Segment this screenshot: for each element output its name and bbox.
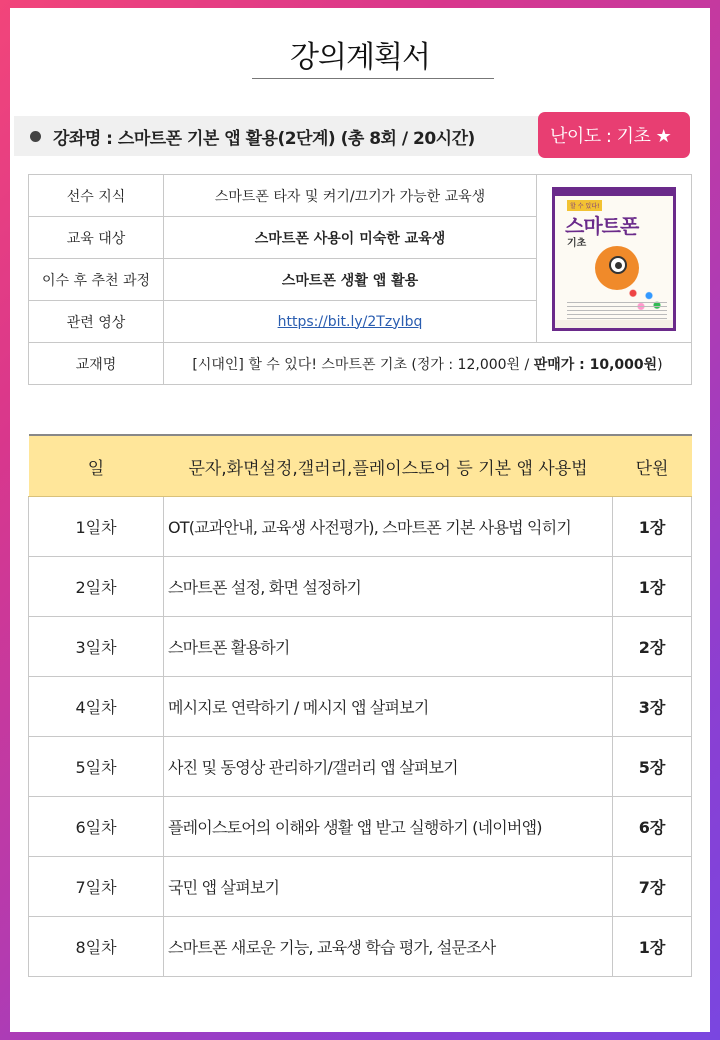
schedule-unit: 6장 [613, 797, 692, 857]
schedule-header-row [29, 435, 692, 497]
schedule-day: 8일차 [29, 917, 164, 977]
schedule-topic: OT(교과안내, 교육생 사전평가), 스마트폰 기본 사용법 익히기 [164, 497, 613, 557]
schedule-day: 3일차 [29, 617, 164, 677]
textbook-name: [시대인] 할 수 있다! 스마트폰 기초 (정가 : 12,000원 / [192, 356, 534, 373]
info-label: 관련 영상 [29, 301, 164, 343]
schedule-unit: 1장 [613, 557, 692, 617]
schedule-row [29, 677, 692, 737]
schedule-topic: 플레이스토어의 이해와 생활 앱 받고 실행하기 (네이버앱) [164, 797, 613, 857]
book-subtitle: 기초 [567, 237, 587, 249]
related-video-link[interactable]: https://bit.ly/2TzyIbq [277, 313, 423, 330]
book-tag: 할 수 있다! [567, 200, 602, 211]
schedule-row [29, 797, 692, 857]
schedule-unit: 1장 [613, 917, 692, 977]
schedule-day: 1일차 [29, 497, 164, 557]
textbook-cover-image [552, 187, 676, 331]
textbook-value [164, 343, 692, 385]
page-title: 강의계획서 [290, 40, 430, 75]
bullet-icon [30, 131, 41, 142]
info-label: 이수 후 추천 과정 [29, 259, 164, 301]
schedule-unit: 7장 [613, 857, 692, 917]
difficulty-badge: 난이도 : 기초 ★ [538, 112, 690, 158]
schedule-unit: 3장 [613, 677, 692, 737]
schedule-header-topic: 문자,화면설정,갤러리,플레이스토어 등 기본 앱 사용법 [164, 435, 613, 497]
schedule-unit: 1장 [613, 497, 692, 557]
schedule-row [29, 557, 692, 617]
document-page [10, 8, 710, 1032]
schedule-header-day: 일 [29, 435, 164, 497]
textbook-cover-cell [537, 175, 692, 343]
title-underline [252, 78, 494, 79]
schedule-day: 4일차 [29, 677, 164, 737]
info-row [29, 175, 692, 217]
schedule-row [29, 617, 692, 677]
textbook-suffix: ) [657, 356, 663, 373]
course-name: 강좌명 : 스마트폰 기본 앱 활용(2단계) (총 8회 / 20시간) [53, 128, 475, 149]
info-value-cell [164, 301, 537, 343]
schedule-row [29, 857, 692, 917]
schedule-topic: 스마트폰 활용하기 [164, 617, 613, 677]
schedule-topic: 메시지로 연락하기 / 메시지 앱 살펴보기 [164, 677, 613, 737]
schedule-header-unit: 단원 [613, 435, 692, 497]
schedule-row [29, 497, 692, 557]
course-name-bar [14, 116, 544, 156]
info-value: 스마트폰 사용이 미숙한 교육생 [164, 217, 537, 259]
schedule-day: 6일차 [29, 797, 164, 857]
course-info-table [28, 174, 692, 385]
schedule-topic: 국민 앱 살펴보기 [164, 857, 613, 917]
info-row [29, 343, 692, 385]
info-value: 스마트폰 타자 및 켜기/끄기가 가능한 교육생 [164, 175, 537, 217]
schedule-topic: 사진 및 동영상 관리하기/갤러리 앱 살펴보기 [164, 737, 613, 797]
schedule-day: 7일차 [29, 857, 164, 917]
book-title: 스마트폰 [565, 213, 639, 238]
info-label: 교육 대상 [29, 217, 164, 259]
schedule-day: 5일차 [29, 737, 164, 797]
schedule-row [29, 917, 692, 977]
schedule-table [28, 434, 692, 977]
textbook-sale-price: 판매가 : 10,000원 [533, 356, 658, 373]
info-value: 스마트폰 생활 앱 활용 [164, 259, 537, 301]
schedule-unit: 5장 [613, 737, 692, 797]
schedule-day: 2일차 [29, 557, 164, 617]
schedule-topic: 스마트폰 설정, 화면 설정하기 [164, 557, 613, 617]
schedule-row [29, 737, 692, 797]
schedule-topic: 스마트폰 새로운 기능, 교육생 학습 평가, 설문조사 [164, 917, 613, 977]
info-label: 교재명 [29, 343, 164, 385]
schedule-unit: 2장 [613, 617, 692, 677]
info-label: 선수 지식 [29, 175, 164, 217]
